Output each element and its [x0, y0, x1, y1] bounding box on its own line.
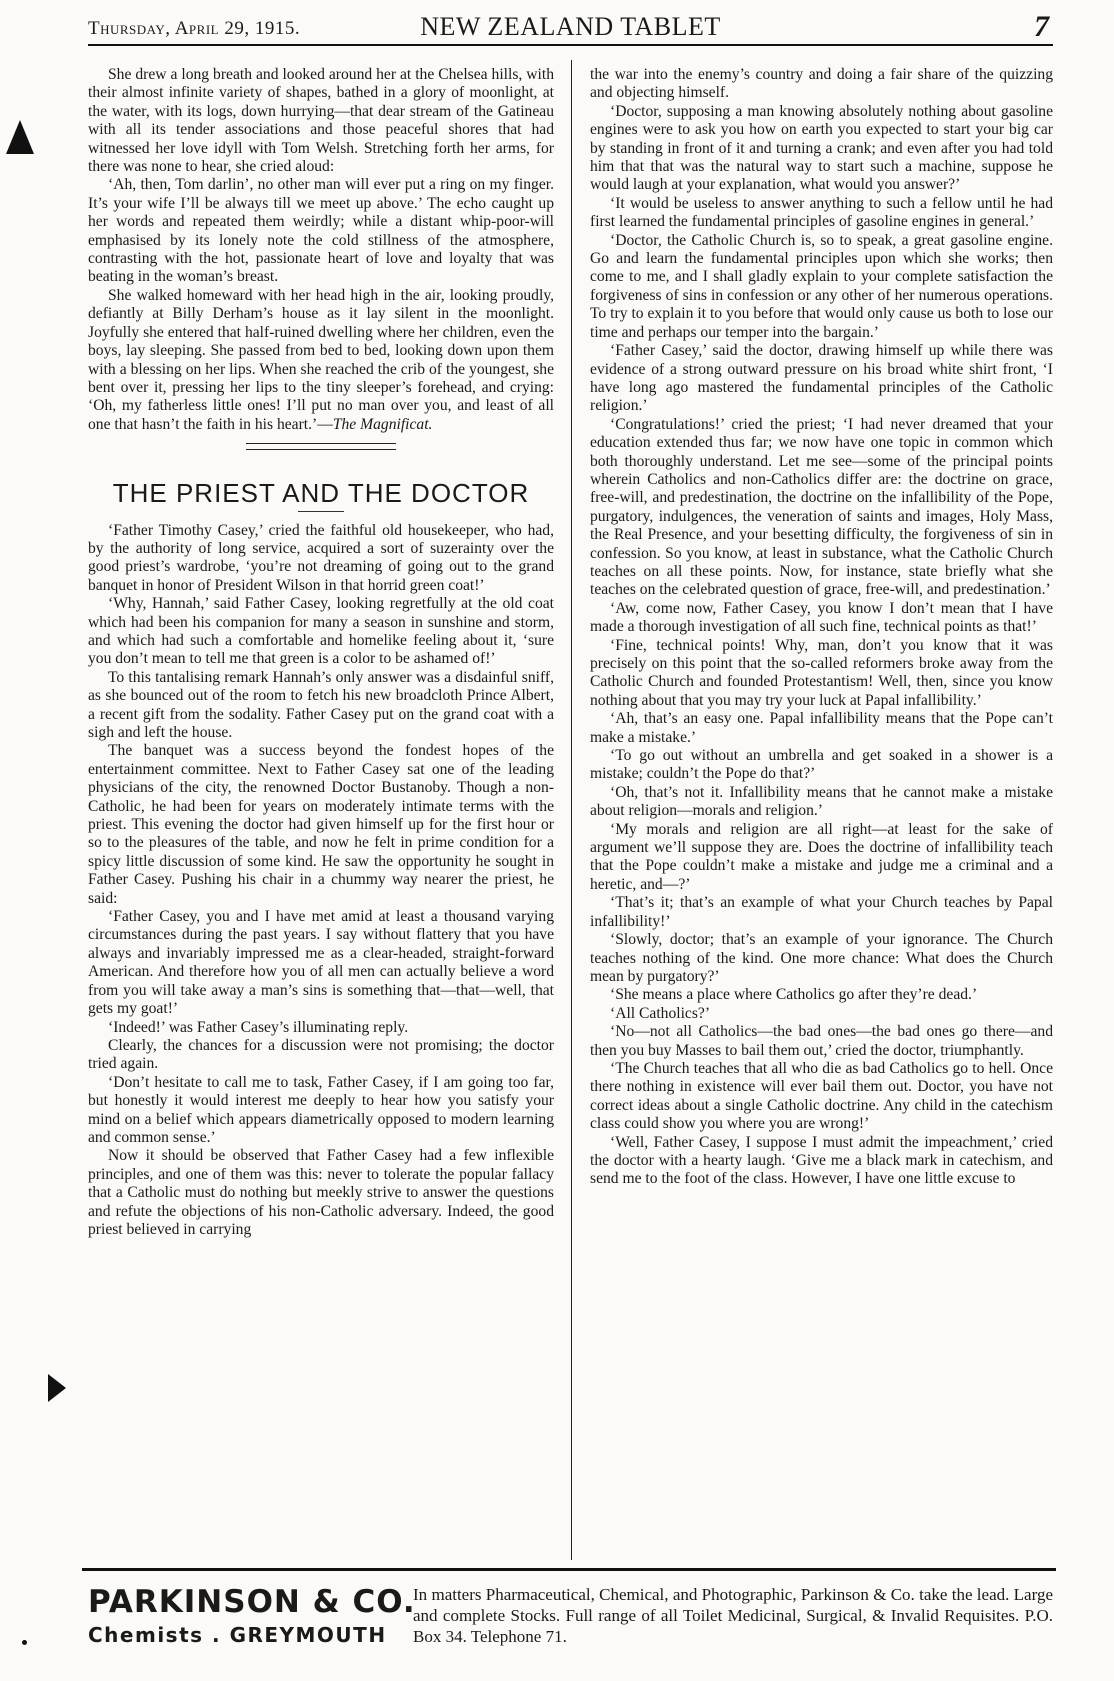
article-paragraph: ‘Slowly, doctor; that’s an example of your ignorance. The Church teaches nothing of the kind. One more chance: What does the Church mean by purgatory?’ [590, 931, 1053, 985]
article-paragraph: ‘Don’t hesitate to call me to task, Father Casey, if I am going too far, but honestly it would interest me deeply to hear how you satisfy your mind on a belief which appears diametrically opposed to modern learning and common sense.’ [88, 1073, 554, 1146]
article-paragraph: ‘She means a place where Catholics go after they’re dead.’ [610, 986, 978, 1004]
article-paragraph: ‘Indeed!’ was Father Casey’s illuminating reply. [108, 1018, 409, 1036]
column-divider [571, 60, 572, 1560]
article-paragraph: Now it should be observed that Father Casey had a few inflexible principles, and one of them was this: never to tolerate the popular fallacy that a Catholic must do nothing but meekly strive to answer the questions and refute the objections of his non-Catholic adversary. Indeed, the good priest believed in carrying [88, 1147, 554, 1238]
title-underline [298, 511, 344, 512]
article-paragraph: ‘Father Casey,’ said the doctor, drawing himself up while there was evidence of a strong outward pressure on his broad white shirt front, ‘I have long ago mastered the fundamental principles of the Catholic religion.’ [590, 342, 1053, 415]
triangle-margin-icon [6, 120, 34, 154]
story-text: She walked homeward with her head high in the air, looking proudly, defiantly at Billy Derham’s house as it lay silent in the moonlight. Joyfully she entered that half-ruined dwelling where her children, even the boys, lay sleeping. She passed from bed to bed, looking down upon them with a blessing on her lips. When she reached the crib of the youngest, she bent over it, pressing her lips to the tiny sleeper’s forehead, and crying: ‘Oh, my fatherless little ones! I’ll put no man over you, and least of all one that hasn’t the faith in his heart.’— [88, 286, 554, 433]
right-column [590, 66, 1053, 1553]
advertiser-location: Chemists . GREYMOUTH [88, 1623, 387, 1647]
story-paragraph [88, 287, 554, 434]
dot-margin-icon [22, 1640, 27, 1645]
article-paragraph: ‘Father Timothy Casey,’ cried the faithful old housekeeper, who had, by the authority of long service, acquired a sort of suzerainty over the good priest’s wardrobe, ‘you’re not dreaming of going out to the grand banquet in honor of President Wilson in that horrid green coat!’ [88, 521, 554, 594]
story-paragraph: ‘Ah, then, Tom darlin’, no other man will ever put a ring on my finger. It’s your wife I’ll be always till we meet up above.’ The echo caught up her words and repeated them weirdly; while a distant whip-poor-will emphasised by its lonely note the cold stillness of the atmosphere, contrasting with the hot, passionate heart of love and loyalty that was beating in the woman’s breast. [88, 176, 554, 286]
article-paragraph: The banquet was a success beyond the fondest hopes of the entertainment committee. Next to Father Casey sat one of the leading physicians of the city, the renowned Doctor Bustanoby. Though a non-Catholic, he had been for years on moderately intimate terms with the priest. This evening the doctor had given himself up for the first hour or so to the pleasures of the table, and now he felt in prime condition for a spicy little discussion of some kind. He saw the opportunity he sought in Father Casey. Pushing his chair in a chummy way nearer the priest, he said: [88, 742, 554, 907]
page-number: 7 [1034, 10, 1049, 43]
advertisement-brand [88, 1584, 416, 1650]
article-paragraph: ‘Well, Father Casey, I suppose I must admit the impeachment,’ cried the doctor with a hearty laugh. ‘Give me a black mark in catechism, and send me to the foot of the class. However, I have one little excuse to [590, 1133, 1053, 1188]
masthead [88, 10, 1053, 46]
article-paragraph: ‘Oh, that’s not it. Infallibility means that he cannot make a mistake about religion—morals and religion.’ [590, 783, 1053, 820]
article-paragraph: ‘All Catholics?’ [610, 1004, 711, 1022]
advertisement-text: In matters Pharmaceutical, Chemical, and Photographic, Parkinson & Co. take the lead. Large and complete Stocks. Full range of all Toilet Medicinal, Surgical, & Invalid Requisites. P.O. Box 34. Telephone 71. [413, 1585, 1053, 1646]
article-paragraph: ‘Why, Hannah,’ said Father Casey, looking regretfully at the old coat which had been his companion for many a season in sunshine and storm, and which had such a comfortable and homelike feeling about it, ‘sure you don’t mean to tell me that green is a color to be ashamed of!’ [88, 595, 554, 668]
arrow-margin-icon [48, 1374, 66, 1402]
article-paragraph: To this tantalising remark Hannah’s only answer was a disdainful sniff, as she bounced out of the room to fetch his new broadcloth Prince Albert, a recent gift from the sodality. Father Casey put on the grand coat with a sigh and left the house. [88, 668, 554, 741]
article-paragraph: the war into the enemy’s country and doing a fair share of the quizzing and objecting himself. [590, 66, 1053, 102]
article-paragraph: ‘The Church teaches that all who die as bad Catholics go to hell. Once there nothing in existence will ever bail them out. Doctor, you have not correct ideas about a single Catholic doctrine. Any child in the catechism class could show you where you are wrong!’ [590, 1059, 1053, 1133]
article-paragraph: ‘Father Casey, you and I have met amid at least a thousand varying circumstances during the past years. I say without flattery that you have always and invariably impressed me as a clear-headed, straight-forward American. And therefore how you of all men can actually believe a word from you will take away a man’s sins is something that—that—well, that gets my goat!’ [88, 908, 554, 1018]
newspaper-title: NEW ZEALAND TABLET [420, 12, 721, 41]
left-column [88, 66, 554, 1553]
article-paragraph: ‘That’s it; that’s an example of what your Church teaches by Papal infallibility!’ [590, 894, 1053, 930]
article-paragraph: ‘No—not all Catholics—the bad ones—the bad ones go there—and then you buy Masses to bail them out,’ cried the doctor, triumphantly. [590, 1023, 1053, 1059]
article-paragraph: ‘To go out without an umbrella and get soaked in a shower is a mistake; couldn’t the Pope do that?’ [590, 747, 1053, 783]
article-paragraph: ‘Doctor, the Catholic Church is, so to speak, a great gasoline engine. Go and learn the fundamental principles upon which she works; then come to me, and I shall gladly explain to your complete satisfaction the forgiveness of sins in confession or any other of her numerous operations. To try to explain it to you before that would only cause us both to lose our time and perhaps our temper into the bargain.’ [590, 231, 1053, 341]
advertiser-name: PARKINSON & CO. [88, 1584, 416, 1620]
article-paragraph: ‘It would be useless to answer anything to such a fellow until he had first learned the fundamental principles of gasoline engines in general.’ [590, 194, 1053, 231]
issue-date: Thursday, April 29, 1915. [88, 18, 301, 39]
article-paragraph: ‘Fine, technical points! Why, man, don’t you know that it was precisely on this point that the so-called reformers broke away from the Catholic Church and founded Protestantism! Well, then, since you know nothing about that you may try your luck at Papal infallibility.’ [590, 636, 1053, 709]
advertisement-rule [82, 1568, 1056, 1571]
article-paragraph: ‘Aw, come now, Father Casey, you know I don’t mean that I have made a thorough investigation of all such fine, technical points as that!’ [590, 599, 1053, 636]
article-title: THE PRIEST AND THE DOCTOR [112, 478, 530, 509]
article-paragraph: ‘Ah, that’s an easy one. Papal infallibility means that the Pope can’t make a mistake.’ [590, 710, 1053, 746]
article-paragraph: ‘Doctor, supposing a man knowing absolutely nothing about gasoline engines were to ask you how on earth you expected to start your big car by standing in front of it and turning a crank; and even after you had told him that that was the natural way to start such a machine, suppose he would laugh at your explanation, what would you answer?’ [590, 102, 1053, 194]
section-divider [246, 443, 396, 450]
article-paragraph: Clearly, the chances for a discussion were not promising; the doctor tried again. [88, 1036, 554, 1073]
article-paragraph: ‘Congratulations!’ cried the priest; ‘I had never dreamed that your education extended thus far; we now have one topic in common which both thoroughly understand. Let me see—some of the principal points wherein Catholics and non-Catholics differ are: the doctrine on grace, free-will, and predestination, the doctrine on the infallibility of the Pope, purgatory, indulgences, the veneration of saints and images, Holy Mass, the Real Presence, and your besetting difficulty, the forgiveness of sin in confession. So you know, at least in substance, what the Catholic Church teaches on all these points. Now, for instance, state briefly what she teaches on the celebrated question of grace, free-will, and predestination.’ [590, 415, 1053, 599]
source-signature: The Magnificat. [332, 415, 433, 433]
article-paragraph: ‘My morals and religion are all right—at least for the sake of argument we’ll suppose they are. Does the doctrine of infallibility teach that the Pope couldn’t make a mistake and judge me a criminal and a heretic, and—?’ [590, 820, 1053, 893]
story-paragraph: She drew a long breath and looked around her at the Chelsea hills, with their almost infinite variety of shapes, bathed in a glory of moonlight, at the water, with its logs, down hurrying—that dear stream of the Gatineau with all its tender associations and those peaceful shores that had witnessed her love idyll with Tom Welsh. Stretching forth her arms, for there was none to hear, she cried aloud: [88, 66, 554, 176]
